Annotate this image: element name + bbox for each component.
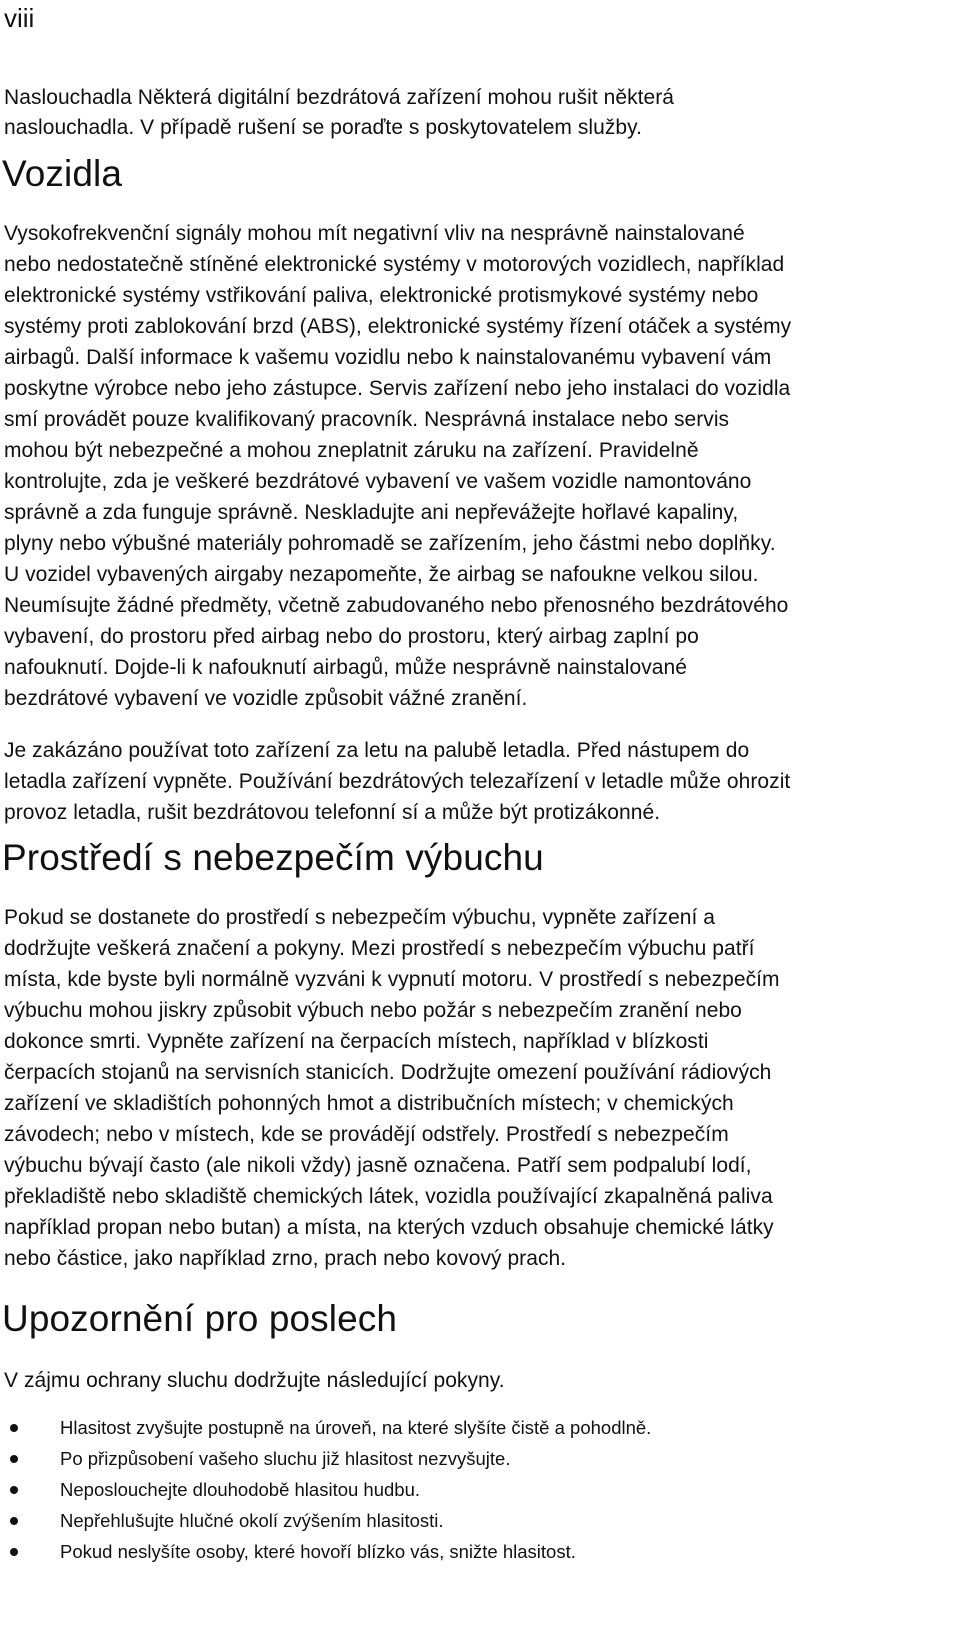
paragraph-line: mohou být nebezpečné a mohou zneplatnit záruku na zařízení. Pravidelně xyxy=(4,439,699,462)
paragraph-line: Naslouchadla Některá digitální bezdrátová zařízení mohou rušit některá xyxy=(4,86,675,109)
list-item-text: Neposlouchejte dlouhodobě hlasitou hudbu. xyxy=(60,1479,421,1500)
paragraph-line: airbagů. Další informace k vašemu vozidlu nebo k nainstalovanému vybavení vám xyxy=(4,346,772,369)
list-item xyxy=(0,1537,952,1567)
paragraph-line: nebo nedostatečně stíněné elektronické systémy v motorových vozidlech, například xyxy=(4,253,785,276)
paragraph-line: například propan nebo butan) a místa, na kterých vzduch obsahuje chemické látky xyxy=(4,1216,774,1239)
paragraph-line: systémy proti zablokování brzd (ABS), elektronické systémy řízení otáček a systémy xyxy=(4,315,792,338)
paragraph-line: plyny nebo výbušné materiály pohromadě se zařízením, jeho částmi nebo doplňky. xyxy=(4,532,776,555)
list-item-text: Nepřehlušujte hlučné okolí zvýšením hlasitosti. xyxy=(60,1510,444,1531)
paragraph-line: výbuchu mohou jiskry způsobit výbuch nebo požár s nebezpečím zranění nebo xyxy=(4,999,742,1022)
list-item xyxy=(0,1506,952,1536)
paragraph-line: smí provádět pouze kvalifikovaný pracovník. Nesprávná instalace nebo servis xyxy=(4,408,730,431)
paragraph-line: nebo částice, jako například zrno, prach nebo kovový prach. xyxy=(4,1247,567,1270)
bullet-icon xyxy=(10,1517,18,1525)
paragraph-line: letadla zařízení vypněte. Používání bezdrátových telezařízení v letadle může ohrozit xyxy=(4,770,791,793)
paragraph-line: U vozidel vybavených airgaby nezapomeňte, že airbag se nafoukne velkou silou. xyxy=(4,563,759,586)
paragraph-line: Pokud se dostanete do prostředí s nebezpečím výbuchu, vypněte zařízení a xyxy=(4,906,716,929)
paragraph-line: nafouknutí. Dojde-li k nafouknutí airbagů, může nesprávně nainstalované xyxy=(4,656,687,679)
list-item xyxy=(0,1413,952,1443)
paragraph-line: závodech; nebo v místech, kde se provádějí odstřely. Prostředí s nebezpečím xyxy=(4,1123,729,1146)
section-heading-listening: Upozornění pro poslech xyxy=(2,1298,398,1339)
paragraph-line: dokonce smrti. Vypněte zařízení na čerpacích místech, například v blízkosti xyxy=(4,1030,709,1053)
section-heading-explosive: Prostředí s nebezpečím výbuchu xyxy=(2,837,544,878)
list-item-text: Pokud neslyšíte osoby, které hovoří blízko vás, snižte hlasitost. xyxy=(60,1541,576,1562)
paragraph-line: provoz letadla, rušit bezdrátovou telefonní sí a může být protizákonné. xyxy=(4,801,661,824)
paragraph-line: správně a zda funguje správně. Neskladujte ani nepřevážejte hořlavé kapaliny, xyxy=(4,501,739,524)
bullet-icon xyxy=(10,1424,18,1432)
list-item-text: Hlasitost zvyšujte postupně na úroveň, na které slyšíte čistě a pohodlně. xyxy=(60,1417,652,1438)
page-number: viii xyxy=(4,3,35,33)
bullet-icon xyxy=(10,1486,18,1494)
paragraph-line: naslouchadla. V případě rušení se poraďte s poskytovatelem služby. xyxy=(4,116,643,139)
paragraph-line: Vysokofrekvenční signály mohou mít negativní vliv na nesprávně nainstalované xyxy=(4,222,745,245)
paragraph-line: vybavení, do prostoru před airbag nebo do prostoru, který airbag zaplní po xyxy=(4,625,699,648)
paragraph-line: poskytne výrobce nebo jeho zástupce. Servis zařízení nebo jeho instalaci do vozidla xyxy=(4,377,791,400)
list-item xyxy=(0,1444,952,1474)
paragraph-line: Je zakázáno používat toto zařízení za letu na palubě letadla. Před nástupem do xyxy=(4,739,750,762)
paragraph-line: kontrolujte, zda je veškeré bezdrátové vybavení ve vašem vozidle namontováno xyxy=(4,470,752,493)
paragraph-line: zařízení ve skladištích pohonných hmot a distribučních místech; v chemických xyxy=(4,1092,734,1115)
listening-intro: V zájmu ochrany sluchu dodržujte následující pokyny. xyxy=(4,1369,505,1392)
paragraph-line: místa, kde byste byli normálně vyzváni k vypnutí motoru. V prostředí s nebezpečím xyxy=(4,968,780,991)
paragraph-line: elektronické systémy vstřikování paliva, elektronické protismykové systémy nebo xyxy=(4,284,759,307)
list-item-text: Po přizpůsobení vašeho sluchu již hlasitost nezvyšujte. xyxy=(60,1448,511,1469)
bullet-icon xyxy=(10,1548,18,1556)
paragraph-line: výbuchu bývají často (ale nikoli vždy) jasně označena. Patří sem podpalubí lodí, xyxy=(4,1154,752,1177)
list-item xyxy=(0,1475,952,1505)
paragraph-line: čerpacích stojanů na servisních stanicích. Dodržujte omezení používání rádiových xyxy=(4,1061,772,1084)
paragraph-line: bezdrátové vybavení ve vozidle způsobit vážné zranění. xyxy=(4,687,528,710)
bullet-icon xyxy=(10,1455,18,1463)
section-heading-vehicles: Vozidla xyxy=(2,153,123,194)
paragraph-line: dodržujte veškerá značení a pokyny. Mezi prostředí s nebezpečím výbuchu patří xyxy=(4,937,755,960)
paragraph-line: překladiště nebo skladiště chemických látek, vozidla používající zkapalněná paliva xyxy=(4,1185,773,1208)
paragraph-line: Neumísujte žádné předměty, včetně zabudovaného nebo přenosného bezdrátového xyxy=(4,594,789,617)
